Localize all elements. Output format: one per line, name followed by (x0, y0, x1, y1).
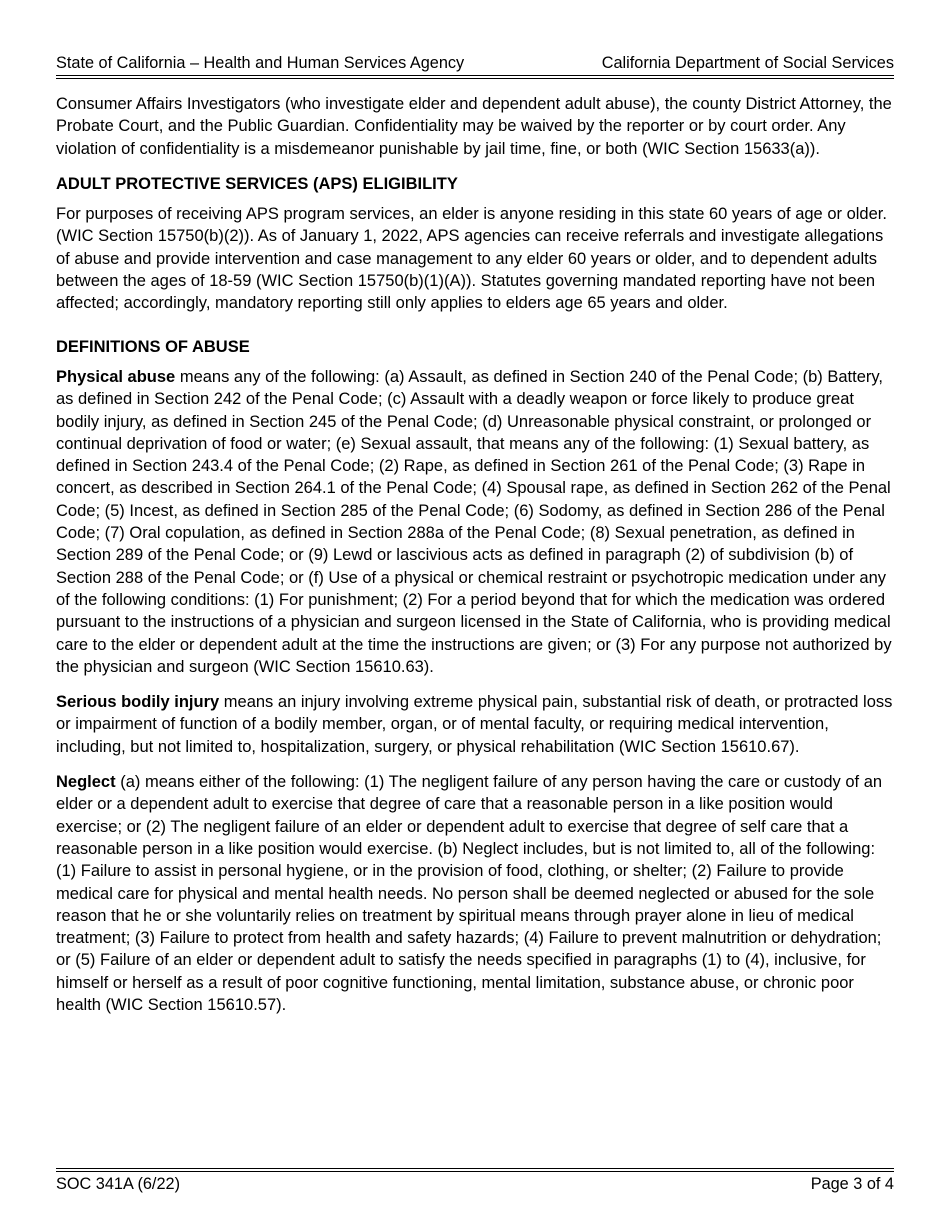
physical-abuse-term: Physical abuse (56, 367, 176, 386)
header-agency: State of California – Health and Human Services Agency (56, 54, 465, 72)
neglect-term: Neglect (56, 773, 116, 792)
eligibility-heading: ADULT PROTECTIVE SERVICES (APS) ELIGIBILITY (56, 174, 458, 193)
page-number: Page 3 of 4 (810, 1175, 894, 1193)
footer-rule (56, 1168, 894, 1169)
serious-injury-paragraph (56, 691, 896, 758)
document-body (56, 93, 896, 1029)
definitions-heading: DEFINITIONS OF ABUSE (56, 337, 250, 356)
physical-abuse-definition: means any of the following: (a) Assault, as defined in Section 240 of the Penal Code; (b) Battery, as defined in Section 242 of the Penal Code; (c) Assault with a deadly weapon or force likely to produce great bodily injury, as defined in Section 245 of the Penal Code; (d) Unreasonable physical constraint, or prolonged or continual deprivation of food or water; (e) Sexual assault, that means any of the following: (1) Sexual battery, as defined in Section 243.4 of the Penal Code; (2) Rape, as defined in Section 261 of the Penal Code; (3) Rape in concert, as described in Section 264.1 of the Penal Code; (4) Spousal rape, as defined in Section 262 of the Penal Code; (5) Incest, as defined in Section 285 of the Penal Code; (6) Sodomy, as defined in Section 286 of the Penal Code; (7) Oral copulation, as defined in Section 288a of the Penal Code; (8) Sexual penetration, as defined in Section 289 of the Penal Code; or (9) Lewd or lascivious acts as defined in paragraph (2) of subdivision (b) of Section 288 of the Penal Code; or (f) Use of a physical or chemical restraint or psychotropic medication under any of the following conditions: (1) For punishment; (2) For a period beyond that for which the medication was ordered pursuant to the instructions of a physician and surgeon licensed in the State of California, who is providing medical care to the elder or dependent adult at the time the instructions are given; or (3) For any purpose not authorized by the physician and surgeon (WIC Section 15610.63). (56, 367, 892, 676)
eligibility-paragraph: For purposes of receiving APS program services, an elder is anyone residing in this state 60 years of age or older. (WIC Section 15750(b)(2)). As of January 1, 2022, APS agencies can receive referrals and investigate allegations of abuse and provide intervention and case management to any elder 60 years or older, and to dependent adults between the ages of 18-59 (WIC Section 15750(b)(1)(A)). Statutes governing mandated reporting have not been affected; accordingly, mandatory reporting still only applies to elders age 65 years and older. (56, 205, 887, 313)
neglect-definition: (a) means either of the following: (1) The negligent failure of any person having the care or custody of an elder or a dependent adult to exercise that degree of care that a reasonable person in a like position would exercise; or (2) The negligent failure of an elder or dependent adult to exercise that degree of self care that a reasonable person in a like position would exercise. (b) Neglect includes, but is not limited to, all of the following: (1) Failure to assist in personal hygiene, or in the provision of food, clothing, or shelter; (2) Failure to provide medical care for physical and mental health needs. No person shall be deemed neglected or abused for the sole reason that he or she voluntarily relies on treatment by spiritual means through prayer alone in lieu of medical treatment; (3) Failure to protect from health and safety hazards; (4) Failure to prevent malnutrition or dehydration; or (5) Failure of an elder or dependent adult to satisfy the needs specified in paragraphs (1) to (4), inclusive, for himself or herself as a result of poor cognitive functioning, mental limitation, substance abuse, or chronic poor health (WIC Section 15610.57). (56, 773, 883, 1014)
serious-injury-definition: means an injury involving extreme physical pain, substantial risk of death, or protracted loss or impairment of function of a bodily member, organ, or of mental faculty, or requiring medical intervention, including, but not limited to, hospitalization, surgery, or physical rehabilitation (WIC Section 15610.67). (56, 693, 893, 756)
page-footer (56, 1173, 894, 1195)
form-id: SOC 341A (6/22) (56, 1175, 180, 1193)
header-rule-double (56, 78, 894, 79)
footer-rule-double (56, 1171, 894, 1172)
serious-injury-term: Serious bodily injury (56, 693, 220, 712)
neglect-paragraph (56, 771, 896, 1016)
header-rule (56, 75, 894, 76)
physical-abuse-paragraph (56, 366, 896, 678)
header-department: California Department of Social Services (601, 54, 894, 72)
page-header (56, 52, 894, 74)
intro-paragraph: Consumer Affairs Investigators (who investigate elder and dependent adult abuse), the county District Attorney, the Probate Court, and the Public Guardian. Confidentiality may be waived by the reporter or by court order. Any violation of confidentiality is a misdemeanor punishable by jail time, fine, or both (WIC Section 15633(a)). (56, 95, 892, 158)
